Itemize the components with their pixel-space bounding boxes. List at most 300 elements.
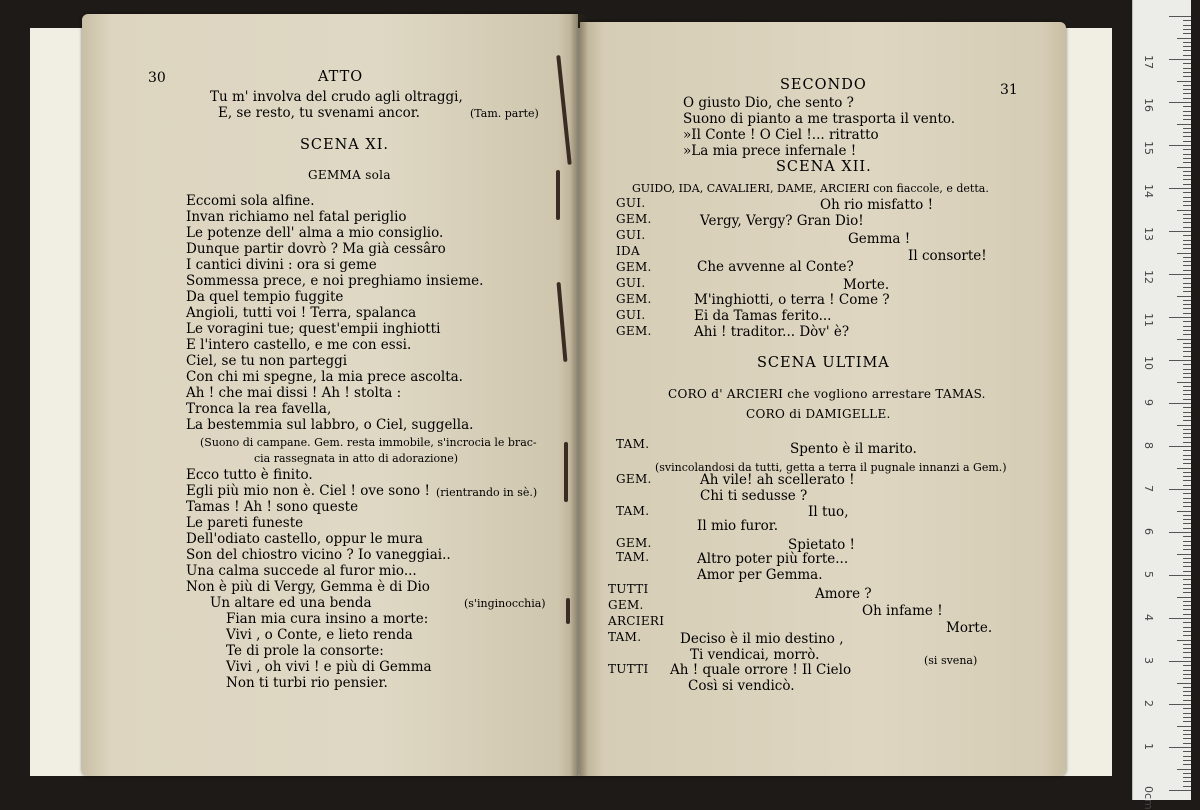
ruler-tick (1183, 485, 1191, 486)
ruler-tick (1183, 721, 1191, 722)
right-page-line: (svincolandosi da tutti, getta a terra il pugnale innanzi a Gem.) (655, 461, 1007, 474)
ruler-tick (1183, 261, 1191, 262)
ruler-tick (1183, 179, 1191, 180)
ruler-tick (1183, 472, 1191, 473)
left-page-line: Te di prole la consorte: (226, 643, 384, 659)
ruler-tick (1183, 536, 1191, 537)
ruler-tick (1183, 773, 1191, 774)
ruler-tick (1183, 760, 1191, 761)
ruler-tick (1169, 618, 1191, 619)
ruler-tick (1177, 425, 1191, 426)
ruler-tick (1177, 726, 1191, 727)
right-page-line: SCENA ULTIMA (757, 355, 890, 371)
ruler-tick (1183, 162, 1191, 163)
ruler-tick (1183, 287, 1191, 288)
ruler-tick (1183, 627, 1191, 628)
ruler-tick (1183, 614, 1191, 615)
ruler-tick (1183, 541, 1191, 542)
right-page-line: Ei da Tamas ferito... (694, 308, 832, 324)
left-page-line: Eccomi sola alfine. (186, 193, 315, 209)
ruler-tick (1183, 356, 1191, 357)
left-page-line: Le voragini tue; quest'empii inghiotti (186, 321, 441, 337)
ruler-tick (1183, 136, 1191, 137)
ruler-tick (1183, 433, 1191, 434)
ruler-tick (1169, 188, 1191, 189)
ruler-tick (1183, 72, 1191, 73)
left-page-line: (s'inginocchia) (464, 597, 546, 610)
ruler-tick (1183, 412, 1191, 413)
ruler-tick (1183, 399, 1191, 400)
book-gutter (570, 14, 588, 776)
right-page-line: Amore ? (815, 586, 872, 602)
right-page-line: Gemma ! (848, 231, 911, 247)
ruler-tick (1183, 670, 1191, 671)
left-page-number: 30 (148, 70, 166, 86)
ruler-tick (1183, 420, 1191, 421)
ruler-tick (1183, 738, 1191, 739)
ruler-tick (1169, 747, 1191, 748)
ruler-tick (1183, 678, 1191, 679)
right-page-line: GEM. (616, 324, 652, 338)
ruler-tick (1183, 498, 1191, 499)
ruler-tick (1183, 377, 1191, 378)
ruler-tick (1183, 291, 1191, 292)
right-page-line: Ahi ! traditor... Dòv' è? (694, 324, 850, 340)
right-page-number: 31 (1000, 82, 1018, 98)
ruler-tick (1183, 463, 1191, 464)
ruler-tick (1183, 734, 1191, 735)
ruler-tick (1183, 455, 1191, 456)
ruler-tick (1183, 326, 1191, 327)
left-page-line: Da quel tempio fuggite (186, 289, 344, 305)
ruler-tick (1183, 665, 1191, 666)
measuring-ruler (1132, 0, 1191, 810)
ruler-tick (1183, 235, 1191, 236)
left-page-line: Tronca la rea favella, (186, 401, 332, 417)
right-page-line: Il mio furor. (697, 518, 779, 534)
ruler-tick (1183, 549, 1191, 550)
left-page-line: Ecco tutto è finito. (186, 467, 313, 483)
left-page-line: GEMMA sola (308, 168, 391, 182)
ruler-tick (1177, 640, 1191, 641)
right-page-line: CORO di DAMIGELLE. (746, 407, 891, 421)
ruler-label: 12 (1142, 270, 1155, 284)
ruler-tick (1169, 532, 1191, 533)
ruler-tick (1183, 437, 1191, 438)
right-page-line: M'inghiotti, o terra ! Come ? (694, 292, 890, 308)
ruler-tick (1183, 85, 1191, 86)
ruler-label: 1 (1142, 743, 1155, 750)
ruler-tick (1169, 231, 1191, 232)
ruler-label: 6 (1142, 528, 1155, 535)
ruler-tick (1183, 46, 1191, 47)
ruler-tick (1183, 588, 1191, 589)
right-page-line: Chi ti sedusse ? (700, 488, 808, 504)
ruler-tick (1183, 648, 1191, 649)
ruler-tick (1177, 554, 1191, 555)
ruler-tick (1183, 373, 1191, 374)
right-page-line: Spietato ! (788, 537, 855, 553)
left-page-line: Non è più di Vergy, Gemma è di Dio (186, 579, 430, 595)
left-page-line: Con chi mi spegne, la mia prece ascolta. (186, 369, 463, 385)
right-page-line: Altro poter più forte... (697, 551, 849, 567)
ruler-tick (1177, 683, 1191, 684)
ruler-tick (1183, 515, 1191, 516)
left-page-line: Ah ! che mai dissi ! Ah ! stolta : (186, 385, 402, 401)
left-page-line: I cantici divini : ora si geme (186, 257, 377, 273)
ruler-tick (1183, 218, 1191, 219)
left-page-line: Dunque partir dovrò ? Ma già cessâro (186, 241, 446, 257)
ruler-tick (1183, 781, 1191, 782)
ruler-tick (1183, 429, 1191, 430)
ruler-tick (1183, 528, 1191, 529)
right-page-line: Morte. (843, 277, 890, 293)
ruler-tick (1169, 317, 1191, 318)
ruler-tick (1183, 579, 1191, 580)
left-page-line: Invan richiamo nel fatal periglio (186, 209, 407, 225)
ruler-tick (1183, 214, 1191, 215)
ruler-tick (1183, 717, 1191, 718)
right-page-line: Ah ! quale orrore ! Il Cielo (670, 662, 852, 678)
ruler-tick (1183, 523, 1191, 524)
ruler-tick (1177, 124, 1191, 125)
ruler-tick (1183, 171, 1191, 172)
ruler-tick (1183, 201, 1191, 202)
right-page-line: TAM. (608, 630, 642, 644)
ruler-tick (1177, 511, 1191, 512)
right-page-line: SCENA XII. (776, 159, 872, 175)
ruler-tick (1177, 210, 1191, 211)
ruler-tick (1183, 63, 1191, 64)
ruler-tick (1169, 704, 1191, 705)
left-page-line: (rientrando in sè.) (436, 486, 538, 499)
ruler-tick (1177, 167, 1191, 168)
right-page-line: GEM. (616, 212, 652, 226)
ruler-tick (1183, 777, 1191, 778)
right-page-line: Spento è il marito. (790, 441, 917, 457)
ruler-tick (1183, 270, 1191, 271)
ruler-tick (1183, 76, 1191, 77)
ruler-tick (1183, 786, 1191, 787)
ruler-tick (1169, 274, 1191, 275)
ruler-tick (1169, 790, 1191, 791)
ruler-tick (1183, 695, 1191, 696)
right-page-line: GEM. (616, 536, 652, 550)
ruler-tick (1183, 657, 1191, 658)
left-page-line: Le pareti funeste (186, 515, 304, 531)
ruler-tick (1177, 38, 1191, 39)
right-page-line: TUTTI (608, 582, 649, 596)
ruler-tick (1183, 343, 1191, 344)
ruler-tick (1183, 257, 1191, 258)
ruler-tick (1169, 403, 1191, 404)
ruler-tick (1183, 687, 1191, 688)
ruler-label: 16 (1142, 98, 1155, 112)
ruler-tick (1183, 764, 1191, 765)
ruler-label: 7 (1142, 485, 1155, 492)
left-page-line: Un altare ed una benda (210, 595, 372, 611)
binding-stitch (566, 598, 570, 624)
right-page-line: »Il Conte ! O Ciel !... ritratto (683, 127, 879, 143)
right-page-line: O giusto Dio, che sento ? (683, 95, 854, 111)
ruler-tick (1183, 119, 1191, 120)
right-page-line: Oh infame ! (862, 603, 943, 619)
ruler-label: 2 (1142, 700, 1155, 707)
right-page-line: Che avvenne al Conte? (697, 259, 854, 275)
left-page-line: Dell'odiato castello, oppur le mura (186, 531, 423, 547)
ruler-tick (1169, 575, 1191, 576)
ruler-tick (1183, 278, 1191, 279)
right-page-line: Suono di pianto a me trasporta il vento. (683, 111, 956, 127)
left-page-line: (Tam. parte) (470, 107, 539, 120)
left-running-head: ATTO (318, 69, 364, 85)
ruler-tick (1177, 296, 1191, 297)
ruler-tick (1183, 68, 1191, 69)
ruler-tick (1183, 184, 1191, 185)
ruler-tick (1183, 89, 1191, 90)
ruler-tick (1183, 227, 1191, 228)
ruler-tick (1169, 661, 1191, 662)
ruler-tick (1183, 545, 1191, 546)
ruler-label: 8 (1142, 442, 1155, 449)
left-page-line: Angioli, tutti voi ! Terra, spalanca (186, 305, 417, 321)
ruler-tick (1183, 644, 1191, 645)
right-page-line: GEM. (616, 472, 652, 486)
ruler-tick (1183, 635, 1191, 636)
ruler-tick (1183, 240, 1191, 241)
right-page-line: (si svena) (924, 654, 978, 667)
right-page-line: Oh rio misfatto ! (820, 197, 934, 213)
ruler-tick (1183, 222, 1191, 223)
ruler-tick (1183, 98, 1191, 99)
ruler-tick (1183, 622, 1191, 623)
left-page-line: Vivi , o Conte, e lieto renda (226, 627, 413, 643)
ruler-tick (1183, 476, 1191, 477)
right-page-line: TAM. (616, 504, 650, 518)
ruler-label: 15 (1142, 141, 1155, 155)
ruler-tick (1183, 652, 1191, 653)
right-page-line: GEM. (608, 598, 644, 612)
right-page-line: CORO d' ARCIERI che vogliono arrestare TAMAS. (668, 387, 986, 401)
ruler-tick (1169, 145, 1191, 146)
ruler-tick (1183, 334, 1191, 335)
ruler-tick (1183, 562, 1191, 563)
ruler-tick (1177, 382, 1191, 383)
ruler-tick (1177, 81, 1191, 82)
left-page-line: Egli più mio non è. Ciel ! ove sono ! (186, 483, 430, 499)
ruler-tick (1183, 106, 1191, 107)
ruler-label: 17 (1142, 55, 1155, 69)
right-running-head: SECONDO (780, 77, 867, 93)
right-page-line: TAM. (616, 437, 650, 451)
ruler-label: 0cm (1142, 786, 1155, 810)
ruler-tick (1183, 175, 1191, 176)
ruler-tick (1183, 33, 1191, 34)
ruler-tick (1183, 347, 1191, 348)
right-page-line: Così si vendicò. (688, 678, 795, 694)
ruler-tick (1183, 459, 1191, 460)
ruler-label: 9 (1142, 399, 1155, 406)
ruler-tick (1177, 253, 1191, 254)
ruler-tick (1183, 132, 1191, 133)
right-page-line: GUI. (616, 276, 646, 290)
ruler-tick (1183, 558, 1191, 559)
ruler-tick (1183, 691, 1191, 692)
ruler-tick (1183, 304, 1191, 305)
ruler-tick (1183, 416, 1191, 417)
ruler-tick (1183, 50, 1191, 51)
ruler-tick (1177, 468, 1191, 469)
ruler-tick (1183, 609, 1191, 610)
right-page-line: ARCIERI (608, 614, 665, 628)
ruler-tick (1183, 730, 1191, 731)
right-page-line: Amor per Gemma. (697, 567, 823, 583)
ruler-tick (1183, 407, 1191, 408)
ruler-tick (1183, 154, 1191, 155)
left-page-line: Le potenze dell' alma a mio consiglio. (186, 225, 444, 241)
right-page-line: Ti vendicai, morrò. (690, 647, 820, 663)
ruler-tick (1183, 708, 1191, 709)
ruler-tick (1183, 55, 1191, 56)
ruler-tick (1183, 493, 1191, 494)
left-page-line: Vivi , oh vivi ! e più di Gemma (226, 659, 432, 675)
right-page-line: GUI. (616, 308, 646, 322)
right-page-line: Ah vile! ah scellerato ! (700, 472, 855, 488)
left-page-line: Tamas ! Ah ! sono queste (186, 499, 359, 515)
left-page-line: Sommessa prece, e noi preghiamo insieme. (186, 273, 484, 289)
left-page-line: (Suono di campane. Gem. resta immobile, s'incrocia le brac- (200, 436, 537, 449)
binding-stitch (564, 442, 568, 502)
ruler-label: 3 (1142, 657, 1155, 664)
right-page-line: TAM. (616, 550, 650, 564)
right-page-line: GUIDO, IDA, CAVALIERI, DAME, ARCIERI con fiaccole, e detta. (632, 182, 989, 195)
ruler-tick (1183, 20, 1191, 21)
ruler-tick (1183, 506, 1191, 507)
ruler-label: 13 (1142, 227, 1155, 241)
right-page-line: »La mia prece infernale ! (683, 143, 857, 159)
left-page-line: E, se resto, tu svenami ancor. (218, 105, 420, 121)
ruler-tick (1183, 674, 1191, 675)
right-page-line: Morte. (946, 620, 993, 636)
ruler-tick (1183, 111, 1191, 112)
ruler-tick (1183, 265, 1191, 266)
ruler-tick (1183, 93, 1191, 94)
ruler-tick (1183, 592, 1191, 593)
ruler-tick (1183, 584, 1191, 585)
binding-stitch (556, 170, 560, 220)
ruler-label: 10 (1142, 356, 1155, 370)
ruler-tick (1183, 480, 1191, 481)
ruler-tick (1177, 339, 1191, 340)
ruler-tick (1177, 597, 1191, 598)
right-page-line: Il tuo, (808, 504, 849, 520)
ruler-tick (1183, 149, 1191, 150)
ruler-tick (1183, 300, 1191, 301)
ruler-tick (1169, 16, 1191, 17)
ruler-tick (1183, 601, 1191, 602)
right-page-line: Il consorte! (908, 248, 987, 264)
left-page-line: SCENA XI. (300, 137, 390, 153)
ruler-tick (1183, 321, 1191, 322)
ruler-tick (1169, 446, 1191, 447)
right-page-line: Deciso è il mio destino , (680, 631, 844, 647)
ruler-tick (1183, 308, 1191, 309)
ruler-tick (1183, 351, 1191, 352)
ruler-tick (1183, 390, 1191, 391)
ruler-tick (1183, 450, 1191, 451)
ruler-tick (1183, 502, 1191, 503)
ruler-tick (1183, 519, 1191, 520)
left-page-line: La bestemmia sul labbro, o Ciel, suggella. (186, 417, 474, 433)
ruler-tick (1169, 360, 1191, 361)
ruler-tick (1183, 751, 1191, 752)
ruler-label: 11 (1142, 313, 1155, 327)
ruler-tick (1183, 394, 1191, 395)
left-page-line: Non ti turbi rio pensier. (226, 675, 388, 691)
ruler-tick (1183, 141, 1191, 142)
left-page-line: Son del chiostro vicino ? Io vaneggiai.. (186, 547, 451, 563)
ruler-tick (1183, 369, 1191, 370)
ruler-tick (1183, 29, 1191, 30)
ruler-label: 14 (1142, 184, 1155, 198)
ruler-tick (1183, 42, 1191, 43)
ruler-tick (1183, 115, 1191, 116)
ruler-tick (1183, 700, 1191, 701)
ruler-tick (1183, 364, 1191, 365)
ruler-tick (1169, 489, 1191, 490)
right-page-line: GUI. (616, 228, 646, 242)
ruler-tick (1183, 248, 1191, 249)
ruler-tick (1183, 566, 1191, 567)
ruler-tick (1183, 743, 1191, 744)
ruler-tick (1183, 158, 1191, 159)
ruler-tick (1183, 197, 1191, 198)
ruler-tick (1183, 313, 1191, 314)
ruler-tick (1183, 244, 1191, 245)
ruler-tick (1169, 102, 1191, 103)
ruler-label: 4 (1142, 614, 1155, 621)
left-page-line: Ciel, se tu non parteggi (186, 353, 348, 369)
ruler-tick (1183, 283, 1191, 284)
left-page-line: Fian mia cura insino a morte: (226, 611, 429, 627)
ruler-tick (1183, 442, 1191, 443)
right-page-line: GEM. (616, 292, 652, 306)
right-page-line: GEM. (616, 260, 652, 274)
ruler-tick (1177, 769, 1191, 770)
ruler-tick (1183, 605, 1191, 606)
ruler-tick (1183, 713, 1191, 714)
ruler-tick (1183, 25, 1191, 26)
left-page-line: Tu m' involva del crudo agli oltraggi, (210, 89, 463, 105)
ruler-tick (1183, 330, 1191, 331)
right-page-line: IDA (616, 244, 640, 258)
ruler-tick (1183, 386, 1191, 387)
left-page-line: cia rassegnata in atto di adorazione) (254, 452, 459, 465)
ruler-tick (1183, 192, 1191, 193)
left-page-line: E l'intero castello, e me con essi. (186, 337, 412, 353)
right-page-line: TUTTI (608, 662, 649, 676)
ruler-tick (1183, 205, 1191, 206)
ruler-tick (1169, 59, 1191, 60)
right-page-line: GUI. (616, 196, 646, 210)
ruler-tick (1183, 756, 1191, 757)
left-page-line: Una calma succede al furor mio... (186, 563, 417, 579)
ruler-tick (1183, 631, 1191, 632)
right-page-line: Vergy, Vergy? Gran Dio! (700, 213, 864, 229)
ruler-label: 5 (1142, 571, 1155, 578)
ruler-tick (1183, 571, 1191, 572)
ruler-tick (1183, 128, 1191, 129)
